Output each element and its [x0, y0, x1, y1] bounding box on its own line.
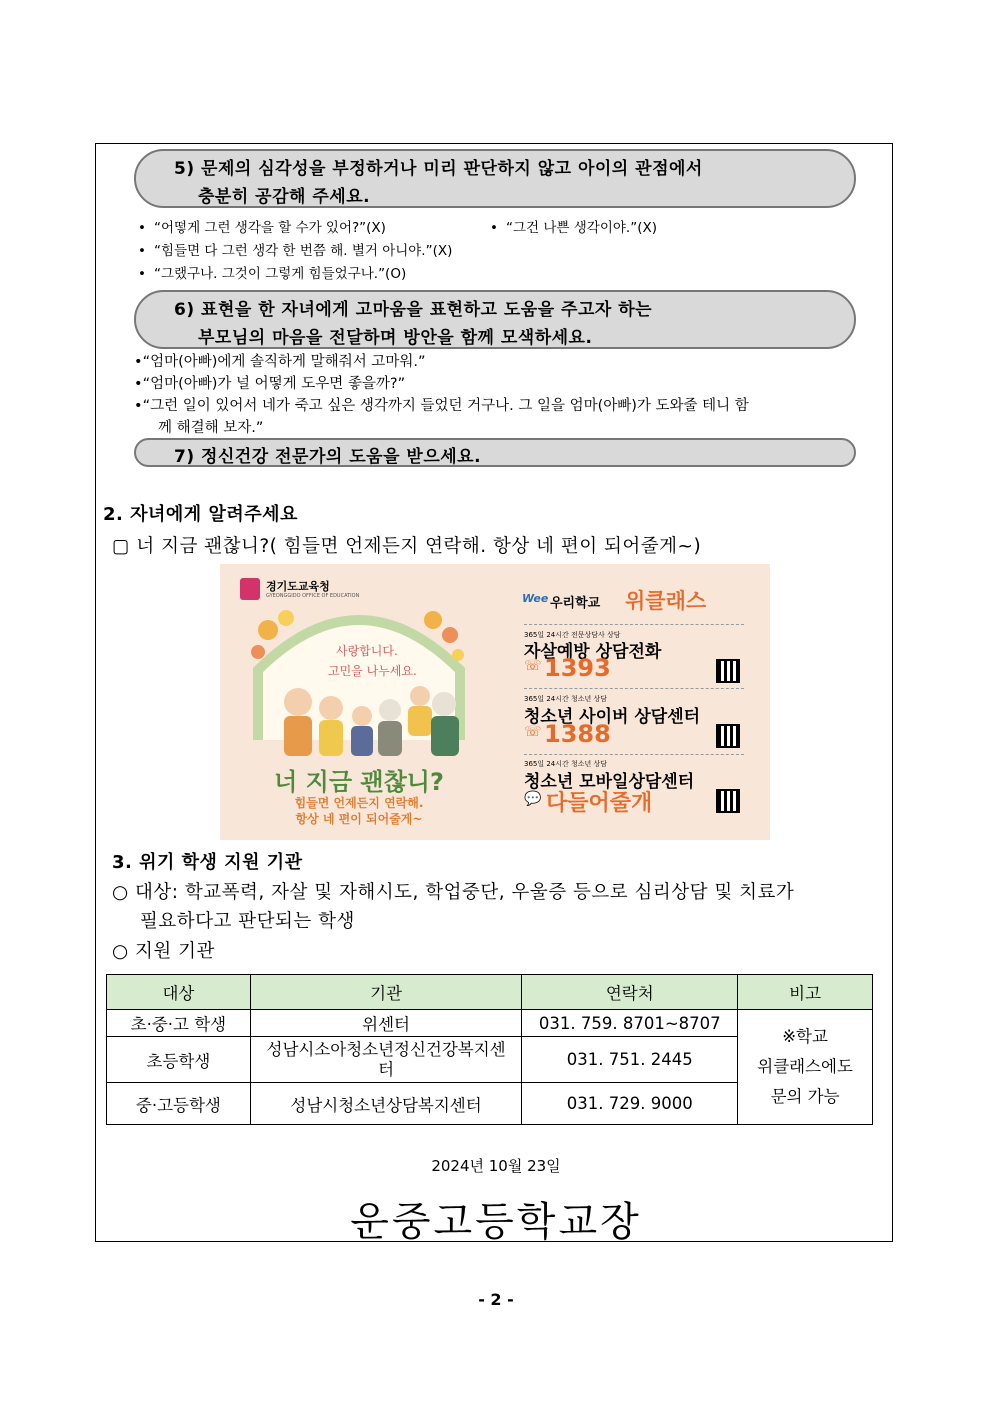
note-line2: 위클래스에도 — [757, 1057, 853, 1076]
document-date: 2024년 10월 23일 — [431, 1157, 561, 1175]
item6-bullet-3-cont: 께 해결해 보자.” — [158, 420, 264, 436]
section3-target-line2: 필요하다고 판단되는 학생 — [140, 911, 355, 932]
qr-code-icon — [716, 789, 740, 813]
header-target: 대상 — [107, 975, 251, 1010]
item5-line2: 충분히 공감해 주세요. — [198, 187, 371, 207]
item5-bullet-1: • “어떻게 그런 생각을 할 수가 있어?”(X) — [138, 220, 386, 236]
support-agency-table — [106, 974, 873, 1125]
banner-left-panel — [228, 572, 490, 832]
item7-box — [134, 438, 856, 467]
header-note: 비고 — [738, 975, 873, 1010]
banner-sub-1: 힘들면 언제든지 연락해. — [294, 796, 424, 810]
item6-bullet-1: •“엄마(아빠)에게 솔직하게 말해줘서 고마워.” — [134, 354, 426, 370]
header-org: 기관 — [250, 975, 522, 1010]
section2-message: ▢ 너 지금 괜찮니?( 힘들면 언제든지 연락해. 항상 네 편이 되어줄게~) — [112, 536, 702, 557]
note-line1: ※학교 — [782, 1027, 828, 1046]
item6-line1: 6) 표현을 한 자녀에게 고마움을 표현하고 도움을 주고자 하는 — [174, 300, 653, 320]
principal-signature: 운중고등학교장 — [350, 1199, 642, 1245]
service-3-note: 365일 24시간 청소년 상담 — [524, 760, 608, 768]
item5-line1: 5) 문제의 심각성을 부정하거나 미리 판단하지 않고 아이의 관점에서 — [174, 159, 703, 179]
section3-agency-label: ○ 지원 기관 — [112, 941, 215, 962]
service-3-number: 다들어줄개 — [546, 791, 653, 816]
qr-code-icon — [716, 724, 740, 748]
note-line3: 문의 가능 — [770, 1087, 840, 1106]
banner-headline: 너 지금 괜찮니? — [274, 768, 444, 796]
row3-contact: 031. 729. 9000 — [522, 1083, 738, 1125]
item6-bullet-2: •“엄마(아빠)가 널 어떻게 도우면 좋을까?” — [134, 376, 406, 392]
table-header-row — [107, 975, 873, 1010]
section2-title: 2. 자녀에게 알려주세요 — [103, 504, 298, 525]
row3-org: 성남시청소년상담복지센터 — [250, 1083, 522, 1125]
chat-icon: 💬 — [524, 791, 542, 807]
item6-bullet-3: •“그런 일이 있어서 네가 죽고 싶은 생각까지 들었던 거구나. 그 일을 엄마(아빠)가 도와줄 테니 함 — [134, 398, 749, 414]
service-2-note: 365일 24시간 청소년 상담 — [524, 695, 608, 703]
banner-org-en: GYEONGGIDO OFFICE OF EDUCATION — [266, 593, 360, 599]
section3-title: 3. 위기 학생 지원 기관 — [112, 852, 303, 873]
phone-icon: ☏ — [524, 724, 542, 740]
banner-handwrite-1: 사랑합니다. — [336, 644, 398, 658]
table-note — [738, 1010, 873, 1125]
row3-target: 중·고등학생 — [107, 1083, 251, 1125]
wee-logo: Wee — [522, 592, 549, 605]
item5-bullet-2: • “그건 나쁜 생각이야.”(X) — [490, 220, 657, 236]
service-1-name: 자살예방 상담전화 — [524, 642, 662, 662]
item5-box — [134, 149, 856, 208]
row2-target: 초등학생 — [107, 1037, 251, 1083]
table-row — [107, 1010, 873, 1037]
banner-right-panel — [510, 584, 760, 826]
row2-contact: 031. 751. 2445 — [522, 1037, 738, 1083]
support-banner — [220, 564, 770, 840]
service-1-note: 365일 24시간 전문상담사 상담 — [524, 631, 621, 639]
section3-target-line1: ○ 대상: 학교폭력, 자살 및 자해시도, 학업중단, 우울증 등으로 심리상담 및 치료가 — [112, 882, 795, 903]
item5-bullet-3: • “힘들면 다 그런 생각 한 번쯤 해. 별거 아니야.”(X) — [138, 243, 453, 259]
service-1-number: 1393 — [544, 654, 611, 682]
wee-title-prefix: 우리학교 — [550, 596, 601, 611]
page-number: - 2 - — [478, 1290, 514, 1309]
wee-title: 위클래스 — [625, 589, 707, 613]
row1-contact: 031. 759. 8701~8707 — [522, 1010, 738, 1037]
service-2-number: 1388 — [544, 720, 611, 748]
item6-box — [134, 290, 856, 349]
row2-org: 성남시소아청소년정신건강복지센 터 — [250, 1037, 522, 1083]
header-contact: 연락처 — [522, 975, 738, 1010]
phone-icon: ☏ — [524, 658, 542, 674]
qr-code-icon — [716, 659, 740, 683]
item7-text: 7) 정신건강 전문가의 도움을 받으세요. — [174, 447, 482, 467]
row1-org: 위센터 — [250, 1010, 522, 1037]
banner-sub-2: 항상 네 편이 되어줄게~ — [295, 812, 423, 826]
item5-bullet-4: • “그랬구나. 그것이 그렇게 힘들었구나.”(O) — [138, 266, 407, 282]
service-2-name: 청소년 사이버 상담센터 — [524, 707, 701, 727]
row1-target: 초·중·고 학생 — [107, 1010, 251, 1037]
banner-org: 경기도교육청 — [266, 580, 330, 593]
service-3-name: 청소년 모바일상담센터 — [524, 772, 695, 792]
banner-handwrite-2: 고민을 나누세요. — [328, 664, 417, 678]
item6-line2: 부모님의 마음을 전달하며 방안을 함께 모색하세요. — [198, 328, 593, 348]
